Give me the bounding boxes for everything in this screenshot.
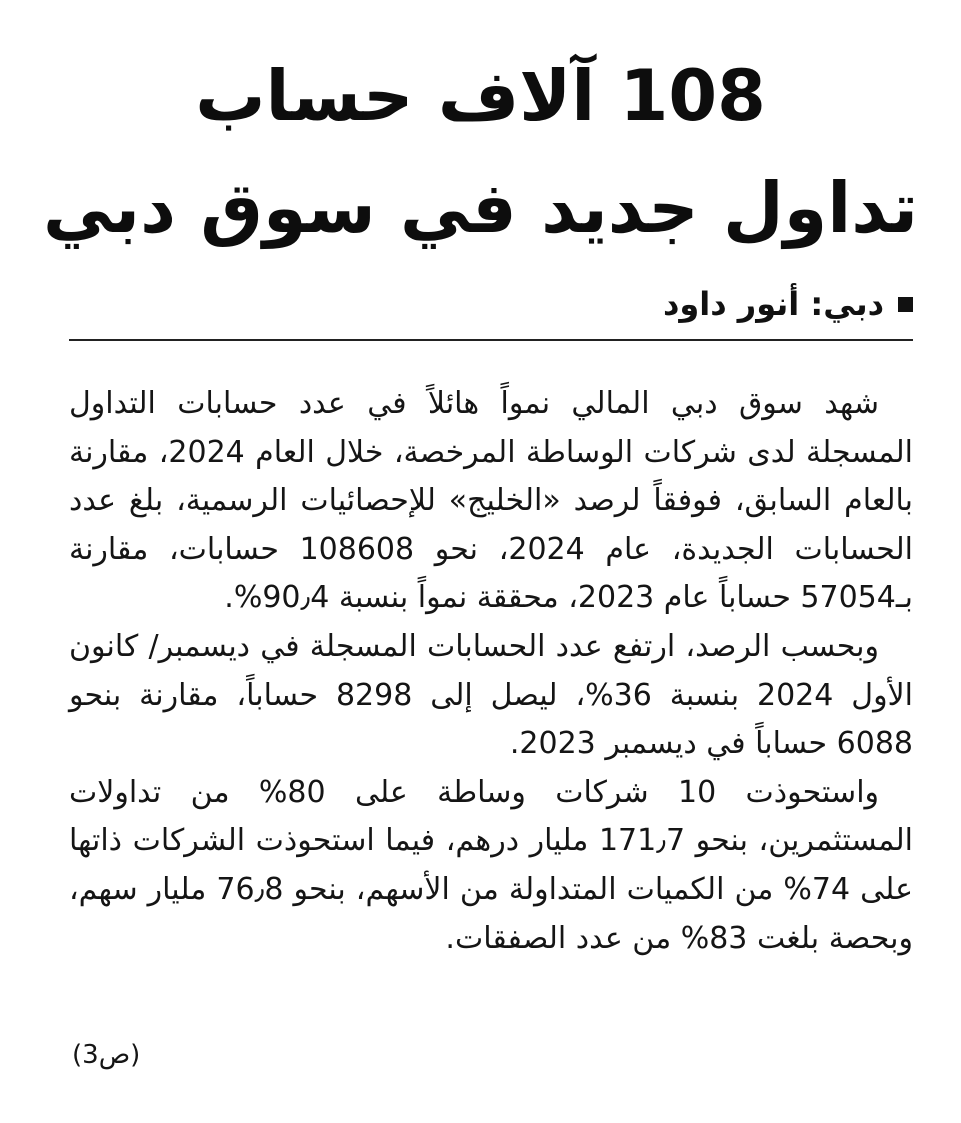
square-bullet-icon bbox=[898, 297, 913, 312]
headline-line-1: 108 آلاف حساب bbox=[195, 55, 766, 137]
paragraph-3: واستحوذت 10 شركات وساطة على 80% من تداولات المستثمرين، بنحو 171٫7 مليار درهم، فيما استحوذت الشركات ذاتها على 74% من الكميات المتداولة من الأسهم، بنحو 76٫8 مليار سهم، وبحصة بلغت 83% من عدد الصفقات. bbox=[69, 774, 913, 956]
paragraph-2: وبحسب الرصد، ارتفع عدد الحسابات المسجلة في ديسمبر/ كانون الأول 2024 بنسبة 36%، ليصل إلى 8298 حساباً، مقارنة بنحو 6088 حساباً في ديسمبر 2023. bbox=[69, 628, 914, 762]
byline bbox=[663, 282, 913, 326]
headline-line-2: تداول جديد في سوق دبي bbox=[42, 167, 919, 249]
divider-line bbox=[69, 339, 913, 341]
byline-text: دبي: أنور داود bbox=[662, 285, 884, 323]
paragraph-1: شهد سوق دبي المالي نمواً هائلاً في عدد حسابات التداول المسجلة لدى شركات الوساطة المرخصة، خلال العام 2024، مقارنة بالعام السابق، فوفقاً لرصد «الخليج» للإحصائيات الرسمية، بلغ عدد الحسابات الجديدة، عام 2024، نحو 108608 حسابات، مقارنة بـ57054 حساباً عام 2023، محققة نمواً بنسبة 90٫4%. bbox=[69, 386, 913, 616]
page-reference: (ص3) bbox=[72, 1040, 141, 1070]
article-body bbox=[69, 380, 913, 963]
article-headline bbox=[40, 40, 921, 264]
